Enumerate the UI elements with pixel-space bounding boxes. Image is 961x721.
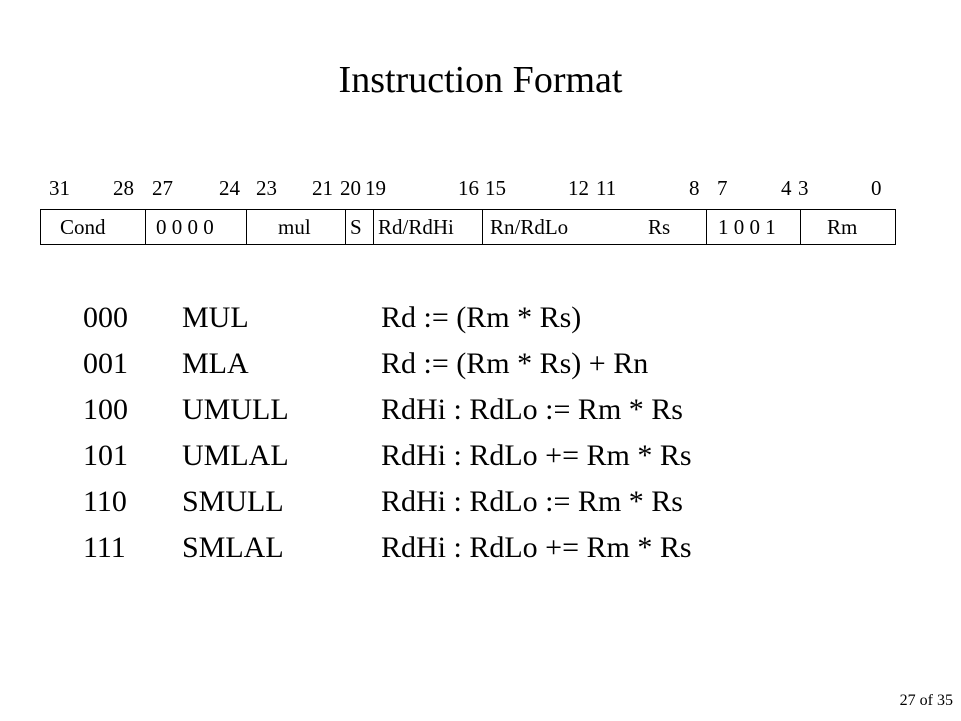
operation-code: 111 bbox=[83, 531, 126, 564]
bit-position-label: 27 bbox=[152, 176, 173, 200]
operation-row bbox=[0, 346, 961, 392]
bit-position-label: 21 bbox=[312, 176, 333, 200]
field-divider bbox=[345, 209, 346, 245]
operation-description: RdHi : RdLo := Rm * Rs bbox=[381, 393, 683, 426]
page-indicator: 27 of 35 bbox=[899, 692, 953, 709]
operation-row bbox=[0, 392, 961, 438]
operation-code: 100 bbox=[83, 393, 128, 426]
bit-position-label: 19 bbox=[365, 176, 386, 200]
bit-position-label: 11 bbox=[596, 176, 617, 200]
bit-position-label: 0 bbox=[871, 176, 882, 200]
bit-position-label: 28 bbox=[113, 176, 134, 200]
field-divider bbox=[373, 209, 374, 245]
bit-position-label: 4 bbox=[781, 176, 792, 200]
operation-row bbox=[0, 438, 961, 484]
bit-position-label: 20 bbox=[340, 176, 361, 200]
operation-mnemonic: UMULL bbox=[182, 393, 289, 426]
operation-description: Rd := (Rm * Rs) bbox=[381, 301, 582, 334]
operation-row bbox=[0, 484, 961, 530]
operation-code: 110 bbox=[83, 485, 127, 518]
field-rd-rdhi: Rd/RdHi bbox=[378, 215, 454, 239]
field-rn-rdlo: Rn/RdLo bbox=[490, 215, 569, 239]
bit-position-label: 7 bbox=[717, 176, 728, 200]
field-cond: Cond bbox=[60, 215, 106, 239]
operation-code: 001 bbox=[83, 347, 128, 380]
field-s: S bbox=[350, 215, 362, 239]
bit-position-label: 23 bbox=[256, 176, 277, 200]
operation-description: RdHi : RdLo := Rm * Rs bbox=[381, 485, 683, 518]
operation-mnemonic: UMLAL bbox=[182, 439, 289, 472]
operation-code: 000 bbox=[83, 301, 128, 334]
operation-mnemonic: MUL bbox=[182, 301, 249, 334]
operation-row bbox=[0, 300, 961, 346]
operation-description: Rd := (Rm * Rs) + Rn bbox=[381, 347, 649, 380]
field-divider bbox=[800, 209, 801, 245]
operation-mnemonic: SMLAL bbox=[182, 531, 284, 564]
bit-position-label: 24 bbox=[219, 176, 240, 200]
field-mul: mul bbox=[278, 215, 311, 239]
operation-code: 101 bbox=[83, 439, 128, 472]
bit-position-label: 16 bbox=[458, 176, 479, 200]
operation-description: RdHi : RdLo += Rm * Rs bbox=[381, 531, 692, 564]
field-divider bbox=[246, 209, 247, 245]
operation-row bbox=[0, 530, 961, 576]
field-divider bbox=[706, 209, 707, 245]
field-zero-bits: 0 0 0 0 bbox=[156, 215, 214, 239]
bit-position-label: 15 bbox=[485, 176, 506, 200]
field-one-bits: 1 0 0 1 bbox=[718, 215, 776, 239]
operation-description: RdHi : RdLo += Rm * Rs bbox=[381, 439, 692, 472]
field-divider bbox=[145, 209, 146, 245]
field-rm: Rm bbox=[827, 215, 858, 239]
bit-position-label: 3 bbox=[798, 176, 809, 200]
field-rs: Rs bbox=[648, 215, 671, 239]
bit-position-label: 12 bbox=[568, 176, 589, 200]
bit-position-label: 8 bbox=[689, 176, 700, 200]
operation-mnemonic: MLA bbox=[182, 347, 249, 380]
field-divider bbox=[482, 209, 483, 245]
slide-title: Instruction Format bbox=[338, 59, 623, 101]
operation-mnemonic: SMULL bbox=[182, 485, 284, 518]
bit-position-label: 31 bbox=[49, 176, 70, 200]
